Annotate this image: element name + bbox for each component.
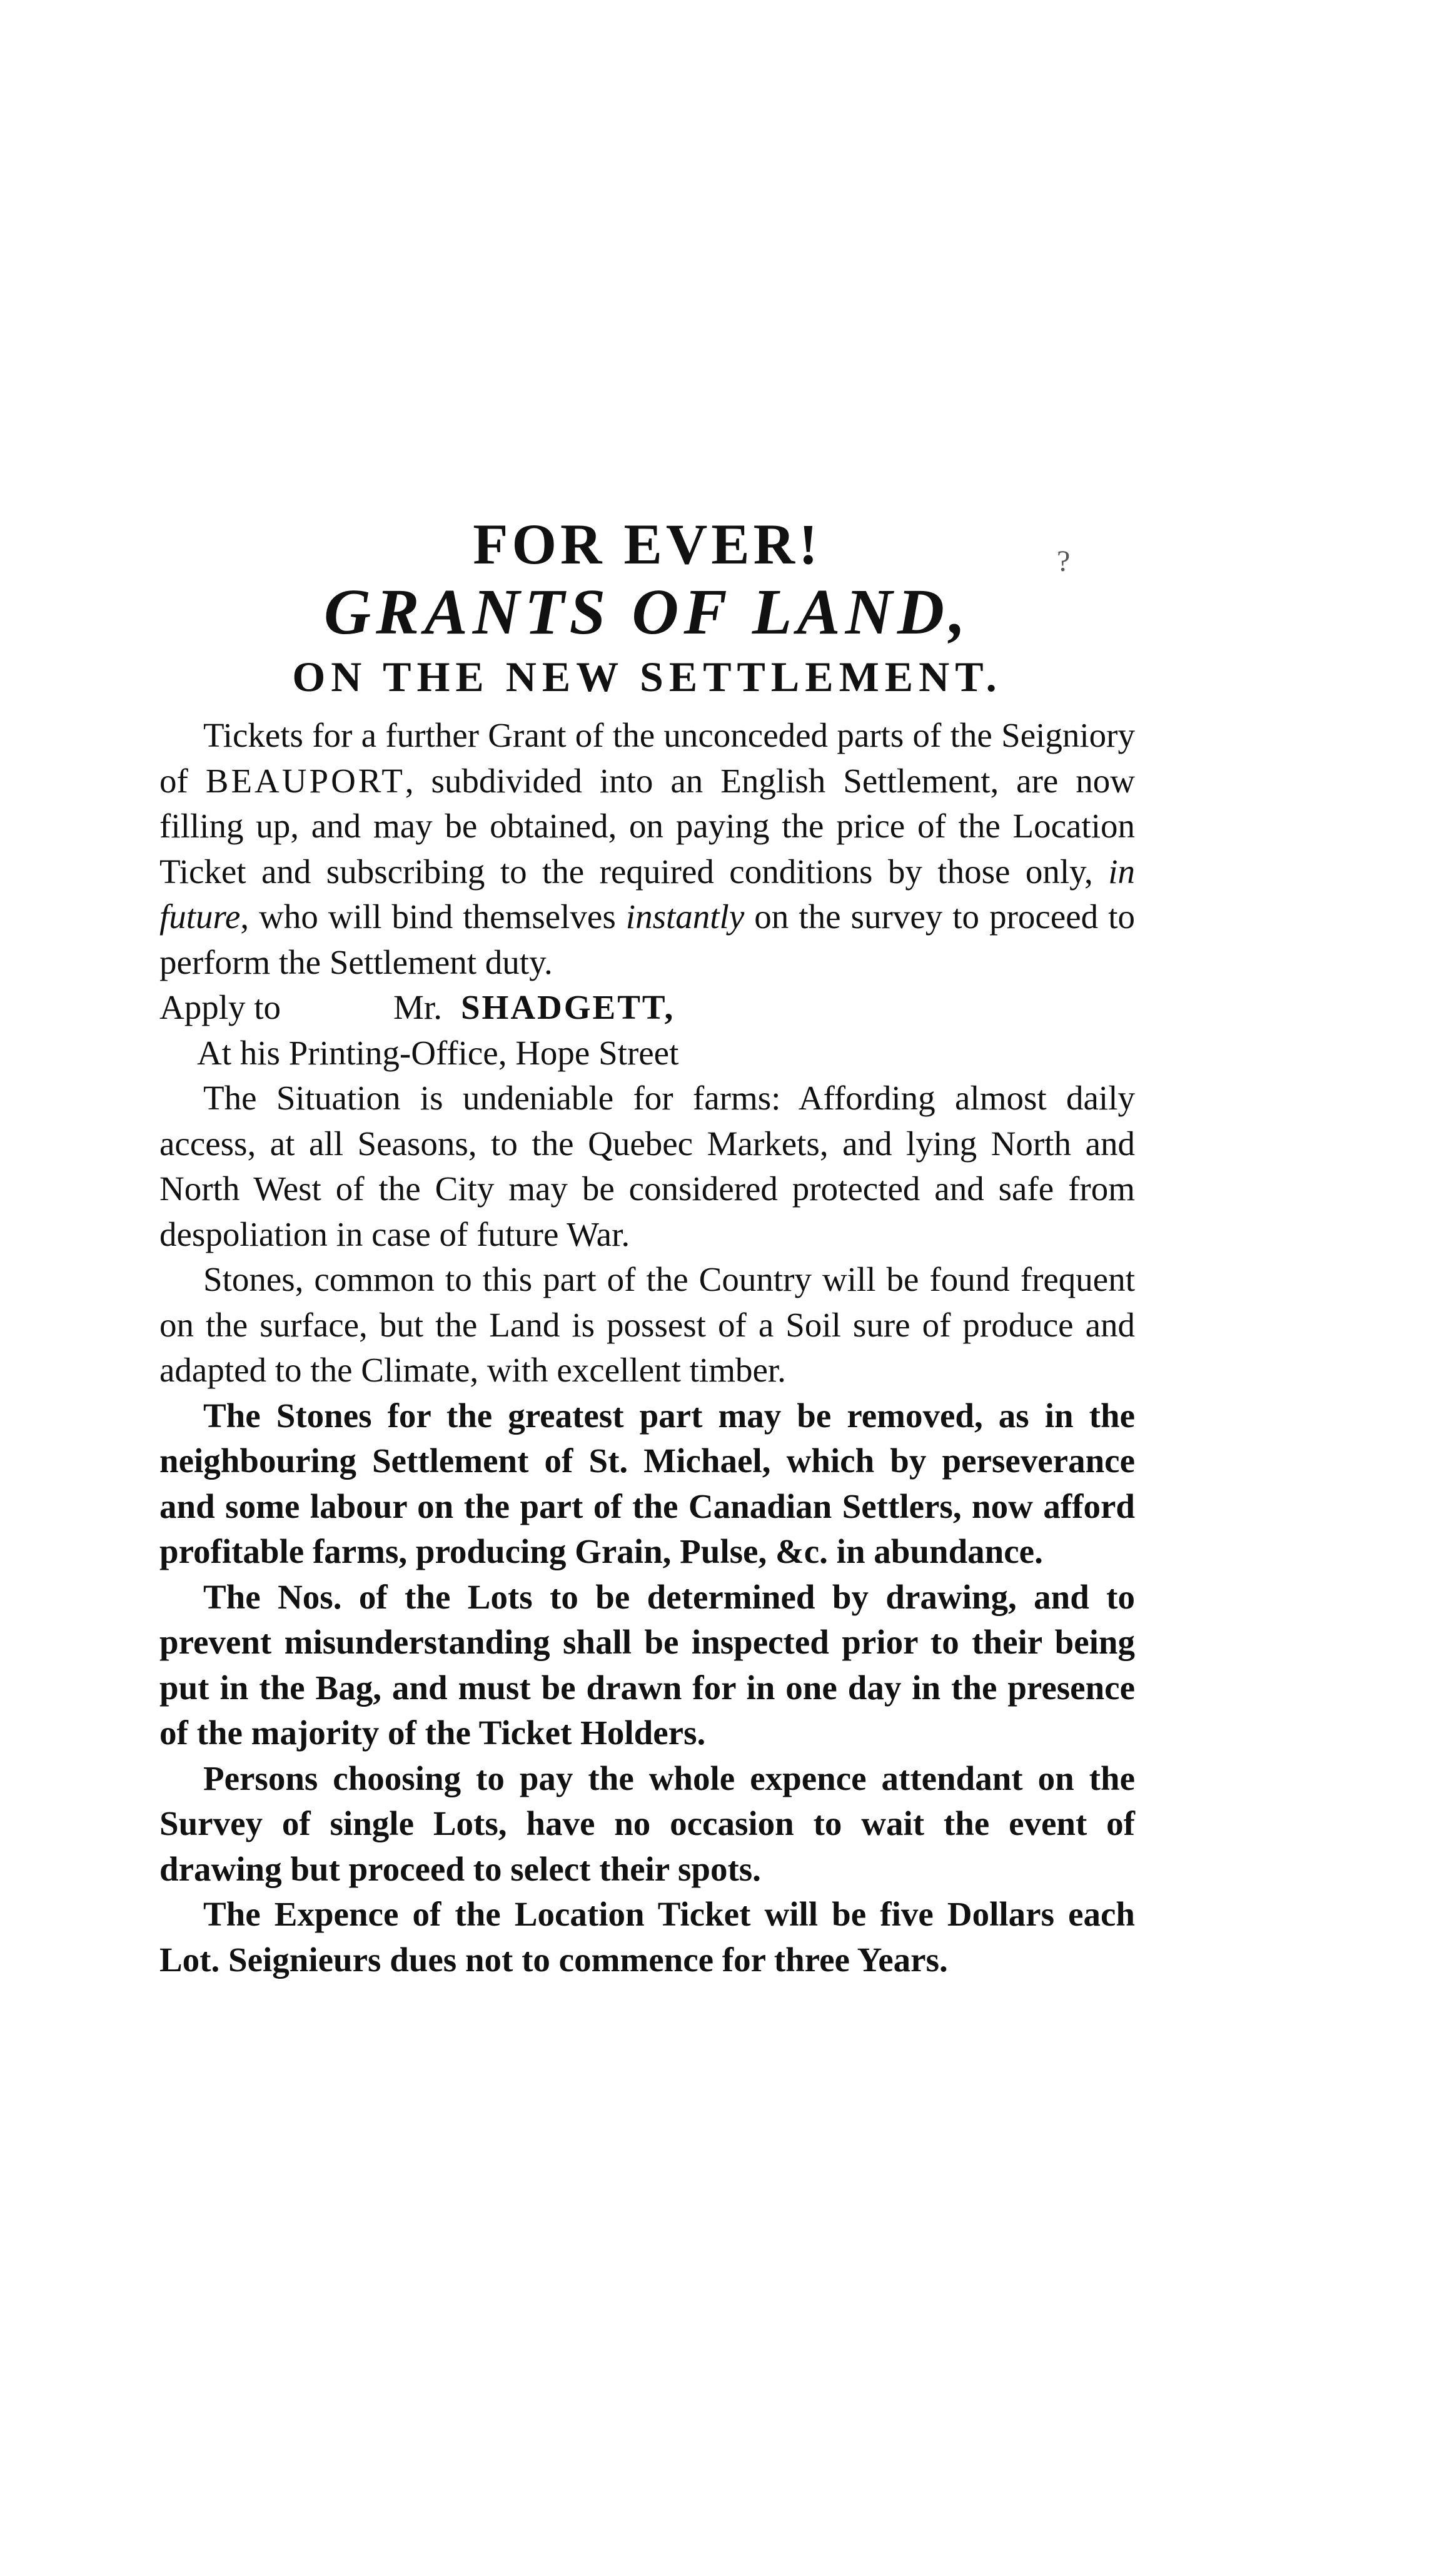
p1-text-c: , who will bind themselves: [240, 897, 626, 936]
paragraph-stones-removed: The Stones for the greatest part may be removed, as in the neighbouring Settlement of St. Michael, which by perseverance and some labour on the part of the Canadian Settlers, now afford profitable farms, producing Grain, Pulse, &c. in abundance.: [159, 1396, 1135, 1570]
paragraph-lots-drawing: The Nos. of the Lots to be determined by drawing, and to prevent misunderstanding shall be inspected prior to their being put in the Bag, and must be drawn for in one day in the presence of the majority of the Ticket Holders.: [159, 1577, 1135, 1752]
apply-to-label: Apply to: [159, 988, 281, 1026]
title-mr: Mr.: [393, 988, 442, 1026]
agent-name: SHADGETT,: [460, 988, 675, 1026]
p1-text-b: , subdivided into an English Settlement, are now filling up, and may be obtained, on paying the price of the Location Ticket and subscribing to the required conditions by those only,: [159, 761, 1135, 891]
apply-line: [159, 985, 1135, 1031]
p1-italic-instantly: instantly: [625, 897, 745, 936]
paragraph-tickets: [159, 713, 1135, 985]
p1-italic-in-future: in future: [159, 852, 1135, 936]
paragraph-situation: The Situation is undeniable for farms: Affording almost daily access, at all Seasons, to the Quebec Markets, and lying North and North West of the City may be considered protected and safe from despoliation in case of future War.: [159, 1079, 1135, 1253]
headline-grants-of-land: GRANTS OF LAND,: [323, 576, 971, 648]
broadside: [159, 513, 1135, 1983]
paragraph-stones-common: Stones, common to this part of the Country will be found frequent on the surface, but the Land is possest of a Soil sure of produce and adapted to the Climate, with excellent timber.: [159, 1260, 1135, 1389]
paragraph-single-lots: Persons choosing to pay the whole expence attendant on the Survey of single Lots, have no occasion to wait the event of drawing but proceed to select their spots.: [159, 1759, 1135, 1888]
headline-new-settlement: ON THE NEW SETTLEMENT.: [292, 653, 1002, 700]
headline-for-ever: FOR EVER!: [473, 512, 822, 576]
paragraph-expence: The Expence of the Location Ticket will be five Dollars each Lot. Seignieurs dues not to commence for three Years.: [159, 1895, 1135, 1979]
p1-text-a: Tickets for a further Grant of the unconceded parts of the Seigniory of: [159, 716, 1135, 800]
p1-text-d: on the survey to proceed to perform the Settlement duty.: [159, 897, 1135, 981]
stray-mark: ?: [1057, 545, 1071, 578]
agent-address: At his Printing-Office, Hope Street: [197, 1033, 679, 1072]
place-beauport: BEAUPORT: [205, 761, 405, 800]
